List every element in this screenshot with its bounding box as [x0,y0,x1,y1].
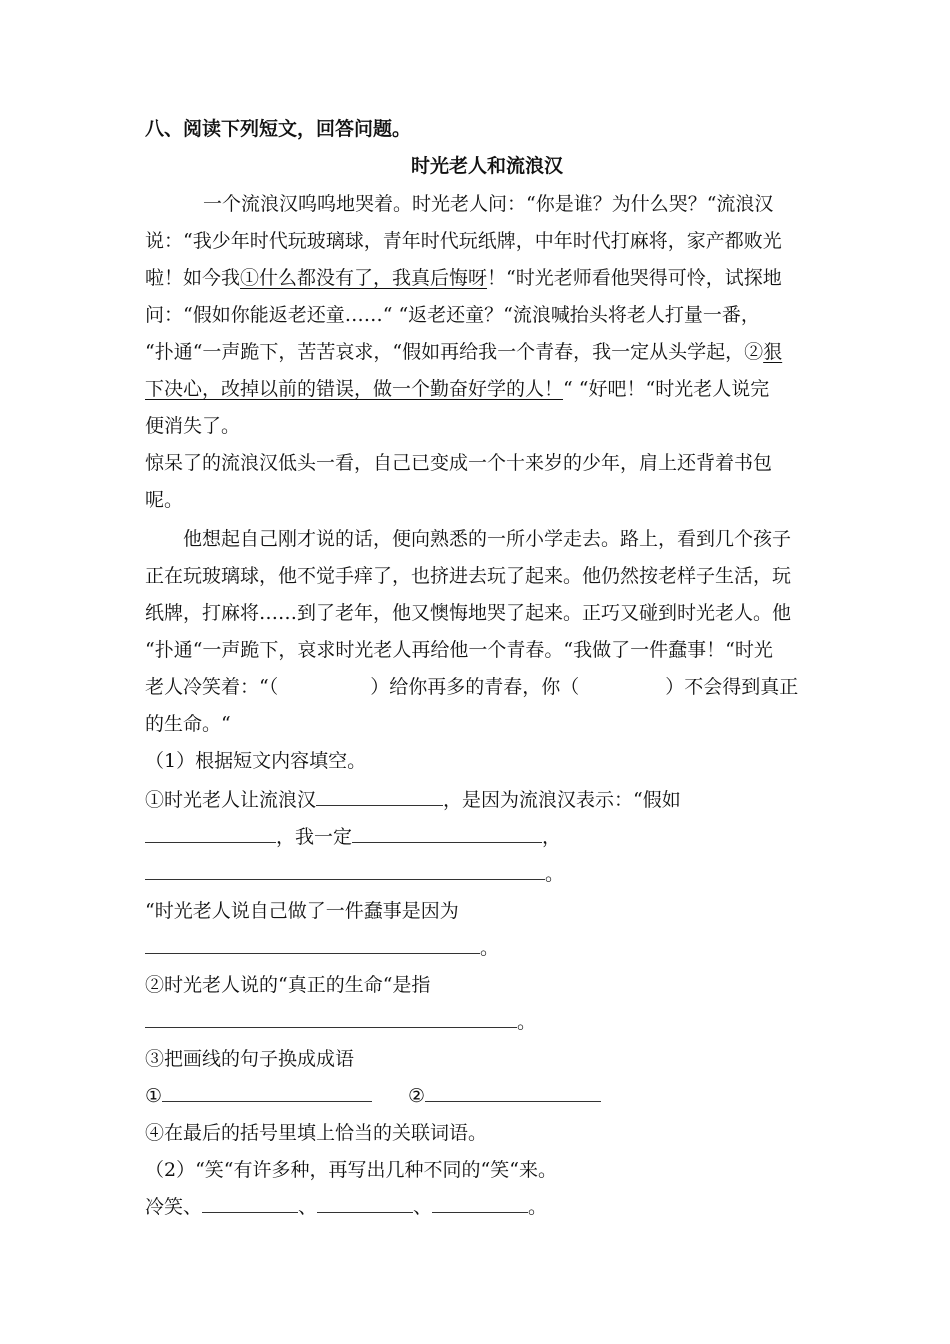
text-line: “扑通“一声跪下，哀求时光老人再给他一个青春。“我做了一件蠢事！“时光 [145,639,773,661]
question-1-4: ④在最后的括号里填上恰当的关联词语。 [145,1122,488,1144]
text-line: 问：“假如你能返老还童……“ “返老还童？“流浪喊抬头将老人打量一番， [145,304,760,326]
answer-blank[interactable] [162,1083,372,1102]
text-line [145,265,782,291]
question-2-answer [145,1194,547,1220]
underlined-sentence-1: ①什么都没有了，我真后悔呀 [240,267,488,289]
text-run: 。 [545,863,565,885]
text-run: ）不会得到真正 [665,676,799,698]
question-1-heading: （1）根据短文内容填空。 [145,750,367,772]
text-run: “ “好吧！“时光老人说完 [563,378,770,400]
answer-blank[interactable] [145,861,545,880]
text-run: “扑通“一声跪下，苦苦哀求，“假如再给我一个青春，我一定从头学起，② [145,341,764,363]
option-1-label: ① [145,1085,163,1107]
question-1-1-reason-answer [145,935,499,961]
text-line [145,376,769,402]
answer-blank[interactable] [352,824,542,843]
question-1-1-cont [145,824,561,850]
section-heading: 八、阅读下列短文，回答问题。 [145,118,412,140]
answer-blank[interactable] [145,935,480,954]
underlined-sentence-2: 下决心，改掉以前的错误，做一个勤奋好学的人！ [145,378,564,400]
question-1-2-answer [145,1009,536,1035]
text-run: 。 [480,937,500,959]
text-line: 他想起自己刚才说的话，便向熟悉的一所小学走去。路上，看到几个孩子 [183,528,792,550]
text-run: 。 [517,1011,537,1033]
story-title: 时光老人和流浪汉 [411,155,564,177]
text-line: 惊呆了的流浪汉低头一看，自己已变成一个十来岁的少年，肩上还背着书包 [145,452,773,474]
answer-blank[interactable] [425,1083,601,1102]
question-1-1-reason: “时光老人说自己做了一件蠢事是因为 [145,900,459,922]
answer-blank[interactable] [316,787,443,806]
question-1-1 [145,787,681,813]
text-line: 便消失了。 [145,415,241,437]
question-1-1-cont [145,861,564,887]
text-run: 冷笑、 [145,1196,203,1218]
text-run: ！“时光老师看他哭得可怜，试探地 [487,267,782,289]
answer-blank[interactable] [317,1194,413,1213]
underlined-sentence-2-start: 狠 [763,341,783,363]
text-line [145,339,782,365]
text-line: 的生命。“ [145,713,231,735]
text-line: 说：“我少年时代玩玻璃球，青年时代玩纸牌，中年时代打麻将，家产都败光 [145,230,782,252]
text-run: 、 [413,1196,433,1218]
text-line: 呢。 [145,489,184,511]
text-line: 纸牌，打麻将……到了老年，他又懊悔地哭了起来。正巧又碰到时光老人。他 [145,602,792,624]
question-1-3: ③把画线的句子换成成语 [145,1048,355,1070]
text-line: 正在玩玻璃球，他不觉手痒了，也挤进去玩了起来。他仍然按老样子生活，玩 [145,565,792,587]
text-run: ①时光老人让流浪汉 [145,789,317,811]
text-run: 老人冷笑着：“（ [145,676,279,698]
text-line [145,674,798,700]
question-2-heading: （2）“笑“有许多种，再写出几种不同的“笑“来。 [145,1159,557,1181]
answer-blank[interactable] [432,1194,528,1213]
question-1-3-answers [145,1083,601,1109]
answer-blank[interactable] [145,824,276,843]
text-run: ，是因为流浪汉表示：“假如 [443,789,681,811]
text-line: 一个流浪汉呜呜地哭着。时光老人问：“你是谁？为什么哭？“流浪汉 [203,193,774,215]
text-run: 、 [298,1196,318,1218]
text-run: ，我一定 [276,826,353,848]
text-run: 啦！如今我 [145,267,241,289]
text-run: ）给你再多的青春，你（ [370,676,580,698]
text-run: 。 [528,1196,548,1218]
question-1-2: ②时光老人说的“真正的生命“是指 [145,974,431,996]
option-2-label: ② [408,1085,426,1107]
answer-blank[interactable] [145,1009,517,1028]
text-run: ， [542,826,562,848]
answer-blank[interactable] [202,1194,298,1213]
